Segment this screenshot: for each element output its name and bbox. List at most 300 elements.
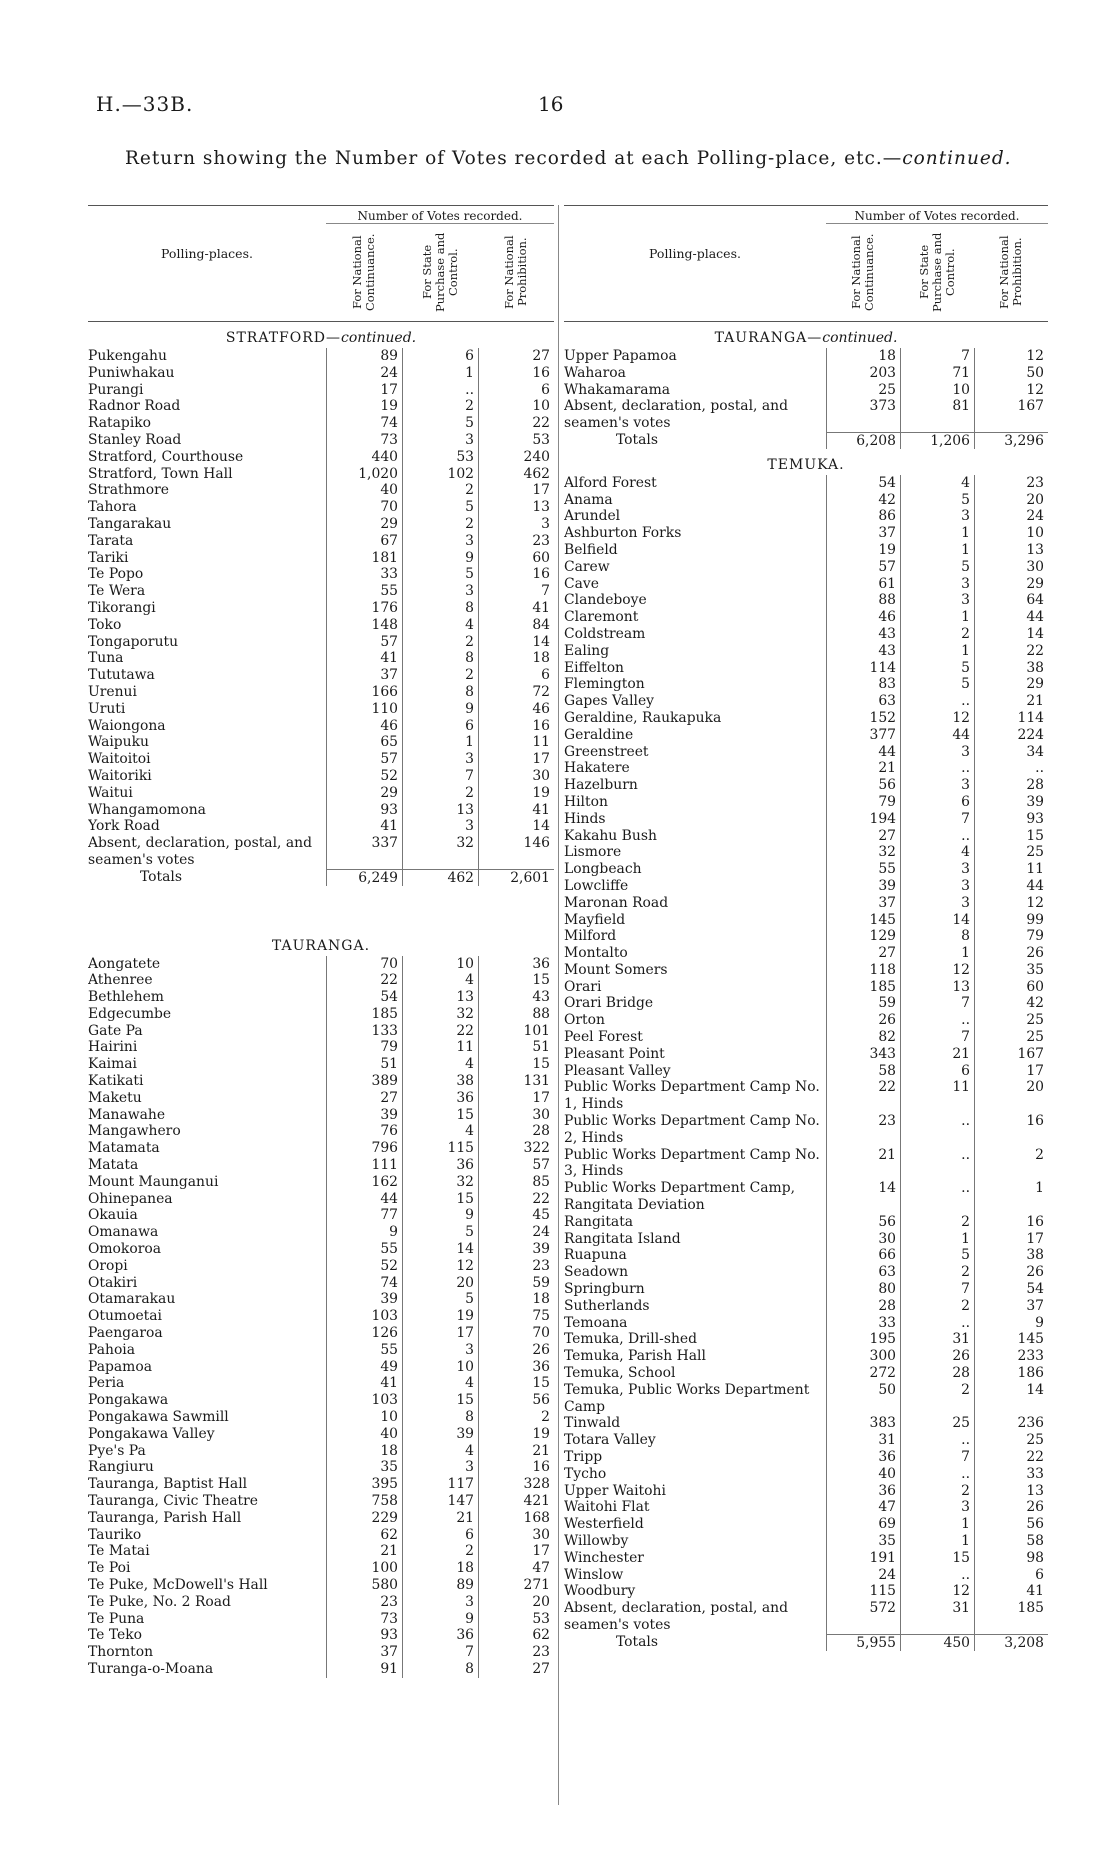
state-control-votes: 4 <box>402 1443 478 1460</box>
table-row <box>88 1443 554 1460</box>
table-row <box>564 1432 1048 1449</box>
table-row <box>564 576 1048 593</box>
continuance-votes: 373 <box>826 398 900 432</box>
polling-place-name: Waipuku <box>88 734 149 751</box>
state-control-votes: 36 <box>402 1090 478 1107</box>
state-control-votes: 1 <box>900 1533 974 1550</box>
state-control-votes: 14 <box>900 912 974 929</box>
table-row <box>564 1550 1048 1567</box>
state-control-votes: 89 <box>402 1577 478 1594</box>
table-row <box>564 1029 1048 1046</box>
state-control-votes: 9 <box>402 701 478 718</box>
prohibition-votes: 23 <box>974 475 1048 492</box>
polling-place-name: Pye's Pa <box>88 1442 146 1459</box>
state-control-votes: 28 <box>900 1365 974 1382</box>
continuance-votes: 43 <box>826 626 900 643</box>
table-row <box>88 583 554 600</box>
prohibition-votes: 28 <box>478 1123 554 1140</box>
table-row <box>564 559 1048 576</box>
continuance-votes: 55 <box>826 861 900 878</box>
prohibition-votes: 421 <box>478 1493 554 1510</box>
table-row <box>88 634 554 651</box>
prohibition-votes: 26 <box>478 1342 554 1359</box>
polling-place-name: Winslow <box>564 1566 624 1583</box>
table-row <box>564 365 1048 382</box>
prohibition-votes: 13 <box>974 1483 1048 1500</box>
continuance-votes: 49 <box>326 1359 402 1376</box>
continuance-votes: 46 <box>826 609 900 626</box>
prohibition-votes: 2,601 <box>478 869 554 886</box>
continuance-votes: 377 <box>826 727 900 744</box>
continuance-votes: 57 <box>826 559 900 576</box>
polling-place-name: Seadown <box>564 1264 629 1281</box>
state-control-votes: 32 <box>402 1174 478 1191</box>
table-row <box>88 835 554 869</box>
polling-place-name: Flemington <box>564 676 645 693</box>
prohibition-votes: 17 <box>974 1231 1048 1248</box>
prohibition-votes: 185 <box>974 1600 1048 1634</box>
state-control-votes: 3 <box>402 1342 478 1359</box>
state-control-votes: 31 <box>900 1600 974 1634</box>
continuance-votes: 23 <box>826 1113 900 1147</box>
continuance-votes: 55 <box>326 1342 402 1359</box>
heading-text: Return showing the Number of Votes recorded at each Polling-place, etc. <box>125 148 883 169</box>
continuance-votes: 70 <box>326 499 402 516</box>
state-control-votes: 13 <box>402 802 478 819</box>
prohibition-votes: 27 <box>478 348 554 365</box>
prohibition-votes: 114 <box>974 710 1048 727</box>
table-row <box>88 650 554 667</box>
state-control-votes: 7 <box>402 1644 478 1661</box>
table-row <box>88 398 554 415</box>
totals-row <box>564 1634 1048 1651</box>
continuance-votes: 67 <box>326 533 402 550</box>
continuance-votes: 82 <box>826 1029 900 1046</box>
polling-place-name: Te Puke, No. 2 Road <box>88 1593 231 1610</box>
continuance-votes: 111 <box>326 1157 402 1174</box>
state-control-votes: 15 <box>900 1550 974 1567</box>
prohibition-votes: 34 <box>974 744 1048 761</box>
polling-place-name: Aongatete <box>88 955 161 972</box>
continuance-votes: 41 <box>326 1375 402 1392</box>
table-row <box>88 1291 554 1308</box>
table-row <box>88 1409 554 1426</box>
polling-place-name: Mangawhero <box>88 1123 181 1140</box>
table-row <box>88 1039 554 1056</box>
table-rows <box>88 348 554 886</box>
continuance-votes: 76 <box>326 1123 402 1140</box>
polling-place-name: Tripp <box>564 1449 603 1465</box>
continuance-votes: 93 <box>326 802 402 819</box>
prohibition-votes: 27 <box>478 1661 554 1678</box>
state-control-votes: 6 <box>900 1063 974 1080</box>
polling-place-name: Tauranga, Civic Theatre <box>88 1493 258 1509</box>
prohibition-votes: 26 <box>974 945 1048 962</box>
state-control-votes: 2 <box>402 667 478 684</box>
polling-place-name: Thornton <box>88 1644 154 1661</box>
state-control-votes: 1 <box>900 525 974 542</box>
table-row <box>564 760 1048 777</box>
prohibition-votes: 85 <box>478 1174 554 1191</box>
prohibition-votes: 54 <box>974 1281 1048 1298</box>
prohibition-votes: 38 <box>974 1247 1048 1264</box>
prohibition-votes: 93 <box>974 811 1048 828</box>
state-control-votes: 7 <box>900 1029 974 1046</box>
prohibition-votes: 14 <box>478 634 554 651</box>
continuance-votes: 22 <box>826 1079 900 1113</box>
table-row <box>564 626 1048 643</box>
prohibition-header-text: For National Prohibition. <box>997 235 1024 309</box>
polling-place-name: Tangarakau <box>88 515 172 532</box>
table-row <box>88 1527 554 1544</box>
state-control-votes: 21 <box>402 1510 478 1527</box>
continuance-votes: 6,249 <box>326 869 402 886</box>
continuance-votes: 6,208 <box>826 432 900 449</box>
continuance-votes: 86 <box>826 508 900 525</box>
continuance-votes: 24 <box>826 1567 900 1584</box>
prohibition-votes: 15 <box>478 1056 554 1073</box>
polling-place-name: Te Teko <box>88 1627 143 1644</box>
polling-place-name: Temuka, Drill-shed <box>564 1331 698 1348</box>
table-row <box>564 1247 1048 1264</box>
polling-place-name: Manawahe <box>88 1106 166 1123</box>
table-row <box>88 751 554 768</box>
table-row <box>88 785 554 802</box>
state-control-votes: 1 <box>900 609 974 626</box>
prohibition-votes: 21 <box>478 1443 554 1460</box>
continuance-votes: 93 <box>326 1627 402 1644</box>
prohibition-votes: 3,208 <box>974 1634 1048 1651</box>
state-control-votes: 1 <box>900 1231 974 1248</box>
polling-place-name: Upper Papamoa <box>564 348 677 364</box>
state-control-votes: 11 <box>402 1039 478 1056</box>
state-control-votes: 3 <box>900 878 974 895</box>
table-row <box>564 1180 1048 1214</box>
section-title <box>88 930 554 956</box>
continuance-votes: 36 <box>826 1449 900 1466</box>
polling-place-name: Orari Bridge <box>564 995 654 1012</box>
continuance-votes: 115 <box>826 1583 900 1600</box>
prohibition-votes: 29 <box>974 576 1048 593</box>
state-control-votes: 4 <box>402 617 478 634</box>
polling-place-name: Woodbury <box>564 1583 636 1600</box>
polling-place-name: Greenstreet <box>564 743 649 760</box>
table-row <box>564 844 1048 861</box>
continuance-votes: 343 <box>826 1046 900 1063</box>
prohibition-votes: 98 <box>974 1550 1048 1567</box>
prohibition-votes: 51 <box>478 1039 554 1056</box>
polling-place-name: Okauia <box>88 1207 138 1224</box>
table-row <box>564 660 1048 677</box>
continuance-votes: 1,020 <box>326 466 402 483</box>
state-control-votes: 10 <box>402 956 478 973</box>
prohibition-votes: 88 <box>478 1006 554 1023</box>
table-row <box>88 1661 554 1678</box>
table-row <box>88 1594 554 1611</box>
continuance-votes: 42 <box>826 492 900 509</box>
polling-place-name: Temuka, School <box>564 1365 676 1382</box>
state-control-votes: 8 <box>900 928 974 945</box>
state-control-votes: 4 <box>402 1056 478 1073</box>
continuance-votes: 152 <box>826 710 900 727</box>
state-control-votes: 1 <box>900 945 974 962</box>
polling-place-name: Pongakawa Valley <box>88 1425 215 1442</box>
continuance-votes: 23 <box>326 1594 402 1611</box>
state-control-votes: .. <box>900 1567 974 1584</box>
table-row <box>564 348 1048 365</box>
continuance-votes: 191 <box>826 1550 900 1567</box>
continuance-votes: 19 <box>326 398 402 415</box>
polling-place-name: Absent, declaration, postal, and seamen's votes <box>564 398 788 432</box>
polling-place-name: Temuka, Parish Hall <box>564 1348 706 1365</box>
state-control-votes: 2 <box>402 516 478 533</box>
state-control-votes: 5 <box>402 499 478 516</box>
table-row <box>564 525 1048 542</box>
polling-place-name: Te Poi <box>88 1560 131 1577</box>
prohibition-votes: 36 <box>478 1359 554 1376</box>
polling-place-name: Waitui <box>88 784 133 801</box>
prohibition-votes: 14 <box>974 626 1048 643</box>
polling-place-name: Gapes Valley <box>564 693 655 710</box>
polling-place-name: Omanawa <box>88 1224 159 1241</box>
state-control-votes: 22 <box>402 1023 478 1040</box>
state-control-votes: 5 <box>402 415 478 432</box>
table-header <box>564 205 1048 322</box>
section-title <box>88 322 554 348</box>
prohibition-votes: 17 <box>478 1543 554 1560</box>
table-row <box>564 744 1048 761</box>
continuance-votes: 74 <box>326 415 402 432</box>
prohibition-votes: 30 <box>478 1527 554 1544</box>
state-control-votes: 39 <box>402 1426 478 1443</box>
prohibition-votes: 60 <box>974 979 1048 996</box>
continuance-votes: 389 <box>326 1073 402 1090</box>
state-control-votes: 31 <box>900 1331 974 1348</box>
continuance-votes: 758 <box>326 1493 402 1510</box>
state-control-votes: 4 <box>402 1375 478 1392</box>
polling-place-name: Orari <box>564 978 602 995</box>
table-row <box>564 1499 1048 1516</box>
polling-place-name: Pongakawa <box>88 1392 169 1409</box>
continuance-votes: 89 <box>326 348 402 365</box>
table-row <box>88 382 554 399</box>
state-control-votes: 7 <box>402 768 478 785</box>
left-column <box>88 205 554 1678</box>
continuance-votes: 5,955 <box>826 1634 900 1651</box>
table-row <box>88 1073 554 1090</box>
polling-place-name: Tycho <box>564 1465 607 1482</box>
continuance-votes: 88 <box>826 592 900 609</box>
polling-place-name: Tongaporutu <box>88 633 179 650</box>
continuance-votes: 9 <box>326 1224 402 1241</box>
table-row <box>88 432 554 449</box>
polling-place-name: Whakamarama <box>564 381 671 398</box>
continuance-votes: 61 <box>826 576 900 593</box>
state-control-votes: 9 <box>402 1207 478 1224</box>
table-row <box>88 1476 554 1493</box>
continuance-votes: 50 <box>826 1382 900 1416</box>
table-row <box>564 398 1048 432</box>
continuance-votes: 185 <box>326 1006 402 1023</box>
prohibition-votes: 2 <box>974 1147 1048 1181</box>
state-control-votes: 7 <box>900 811 974 828</box>
table-row <box>88 1325 554 1342</box>
prohibition-votes: 41 <box>478 600 554 617</box>
continuance-votes: 46 <box>326 718 402 735</box>
prohibition-votes: 236 <box>974 1415 1048 1432</box>
table-row <box>88 617 554 634</box>
prohibition-votes: 16 <box>478 365 554 382</box>
prohibition-votes: 62 <box>478 1627 554 1644</box>
table-row <box>564 1298 1048 1315</box>
prohibition-votes: 53 <box>478 1611 554 1628</box>
table-row <box>564 912 1048 929</box>
prohibition-votes: 56 <box>478 1392 554 1409</box>
section-title-text: TAURANGA. <box>271 937 371 954</box>
prohibition-votes: 11 <box>974 861 1048 878</box>
continuance-votes: 572 <box>826 1600 900 1634</box>
polling-place-name: Cave <box>564 575 599 592</box>
polling-place-name: Tarata <box>88 532 134 549</box>
polling-place-name: Coldstream <box>564 625 646 642</box>
state-control-votes: 3 <box>402 583 478 600</box>
polling-place-name: Turanga-o-Moana <box>88 1660 214 1677</box>
polling-place-name: Tauranga, Baptist Hall <box>88 1476 248 1493</box>
continuance-votes: 32 <box>826 844 900 861</box>
polling-place-name: Milford <box>564 928 617 945</box>
table-row <box>564 1567 1048 1584</box>
section-title-continued: continued. <box>822 330 898 346</box>
prohibition-votes: 59 <box>478 1275 554 1292</box>
polling-place-name: Kaimai <box>88 1056 137 1073</box>
state-control-votes: 12 <box>402 1258 478 1275</box>
prohibition-votes: 24 <box>478 1224 554 1241</box>
continuance-votes: 27 <box>826 828 900 845</box>
table-row <box>88 1611 554 1628</box>
table-row <box>88 1123 554 1140</box>
continuance-votes: 39 <box>326 1291 402 1308</box>
polling-place-name: Matata <box>88 1157 139 1174</box>
prohibition-votes: 28 <box>974 777 1048 794</box>
continuance-votes: 80 <box>826 1281 900 1298</box>
prohibition-votes: 22 <box>974 643 1048 660</box>
table-rows <box>564 475 1048 1651</box>
state-control-votes: 5 <box>402 1224 478 1241</box>
table-row <box>88 1191 554 1208</box>
continuance-votes: 796 <box>326 1140 402 1157</box>
table-row <box>88 1056 554 1073</box>
table-row <box>564 1483 1048 1500</box>
continuance-votes: 55 <box>326 583 402 600</box>
polling-place-name: Tauranga, Parish Hall <box>88 1509 242 1526</box>
continuance-votes: 195 <box>826 1331 900 1348</box>
table-row <box>88 365 554 382</box>
polling-place-name: Maketu <box>88 1089 142 1106</box>
continuance-votes: 395 <box>326 1476 402 1493</box>
state-control-votes: 10 <box>402 1359 478 1376</box>
polling-place-name: Eiffelton <box>564 659 625 676</box>
polling-place-name: Te Wera <box>88 583 146 600</box>
table-row <box>88 667 554 684</box>
continuance-votes: 41 <box>326 650 402 667</box>
continuance-votes: 10 <box>326 1409 402 1426</box>
section-title <box>564 322 1048 348</box>
table-row <box>564 1449 1048 1466</box>
polling-place-name: Te Popo <box>88 566 144 583</box>
prohibition-votes: 131 <box>478 1073 554 1090</box>
prohibition-votes: 240 <box>478 449 554 466</box>
page-number: 16 <box>538 92 564 116</box>
state-control-votes: 5 <box>900 660 974 677</box>
prohibition-votes: 37 <box>974 1298 1048 1315</box>
state-control-votes: 3 <box>402 1594 478 1611</box>
prohibition-votes: 16 <box>478 566 554 583</box>
prohibition-votes: 20 <box>478 1594 554 1611</box>
continuance-votes: 52 <box>326 1258 402 1275</box>
continuance-votes: 37 <box>326 667 402 684</box>
continuance-votes: 35 <box>826 1533 900 1550</box>
state-control-votes: 15 <box>402 1107 478 1124</box>
continuance-votes: 55 <box>326 1241 402 1258</box>
table-row <box>564 1147 1048 1181</box>
polling-place-name: Whangamomona <box>88 801 206 818</box>
continuance-votes: 300 <box>826 1348 900 1365</box>
table-row <box>564 777 1048 794</box>
prohibition-votes: 25 <box>974 1029 1048 1046</box>
continuance-votes: 65 <box>326 734 402 751</box>
continuance-votes: 66 <box>826 1247 900 1264</box>
table-row <box>564 878 1048 895</box>
prohibition-votes: 22 <box>478 415 554 432</box>
continuance-votes: 79 <box>326 1039 402 1056</box>
prohibition-votes: 58 <box>974 1533 1048 1550</box>
prohibition-votes: 10 <box>478 398 554 415</box>
continuance-votes: 57 <box>326 634 402 651</box>
state-control-votes: 32 <box>402 835 478 869</box>
polling-place-name: Rangitata Island <box>564 1230 681 1247</box>
prohibition-votes: 39 <box>478 1241 554 1258</box>
state-control-votes: 115 <box>402 1140 478 1157</box>
prohibition-votes: 43 <box>478 989 554 1006</box>
polling-place-name: Public Works Department Camp No. 2, Hinds <box>564 1113 820 1146</box>
continuance-votes: 39 <box>326 1107 402 1124</box>
state-control-votes: 2 <box>900 626 974 643</box>
polling-place-name: Tariki <box>88 549 129 566</box>
table-rows <box>88 956 554 1678</box>
polling-places-header: Polling-places. <box>161 246 253 261</box>
polling-place-name: Otamarakau <box>88 1291 176 1308</box>
prohibition-votes: 29 <box>974 676 1048 693</box>
polling-place-name: Westerfield <box>564 1516 644 1533</box>
polling-place-name: Winchester <box>564 1549 644 1566</box>
table-row <box>88 550 554 567</box>
continuance-votes: 33 <box>326 566 402 583</box>
table-row <box>564 962 1048 979</box>
table-row <box>88 818 554 835</box>
table-row <box>564 542 1048 559</box>
table-row <box>88 1308 554 1325</box>
continuance-votes: 83 <box>826 676 900 693</box>
column-divider <box>558 205 559 1805</box>
continuance-votes: 57 <box>326 751 402 768</box>
prohibition-votes: 41 <box>478 802 554 819</box>
table-row <box>88 802 554 819</box>
polling-place-name: Public Works Department Camp, Rangitata Deviation <box>564 1180 796 1214</box>
section-spacer <box>88 886 554 930</box>
prohibition-votes: 10 <box>974 525 1048 542</box>
prohibition-votes: 16 <box>478 718 554 735</box>
prohibition-votes: 50 <box>974 365 1048 382</box>
